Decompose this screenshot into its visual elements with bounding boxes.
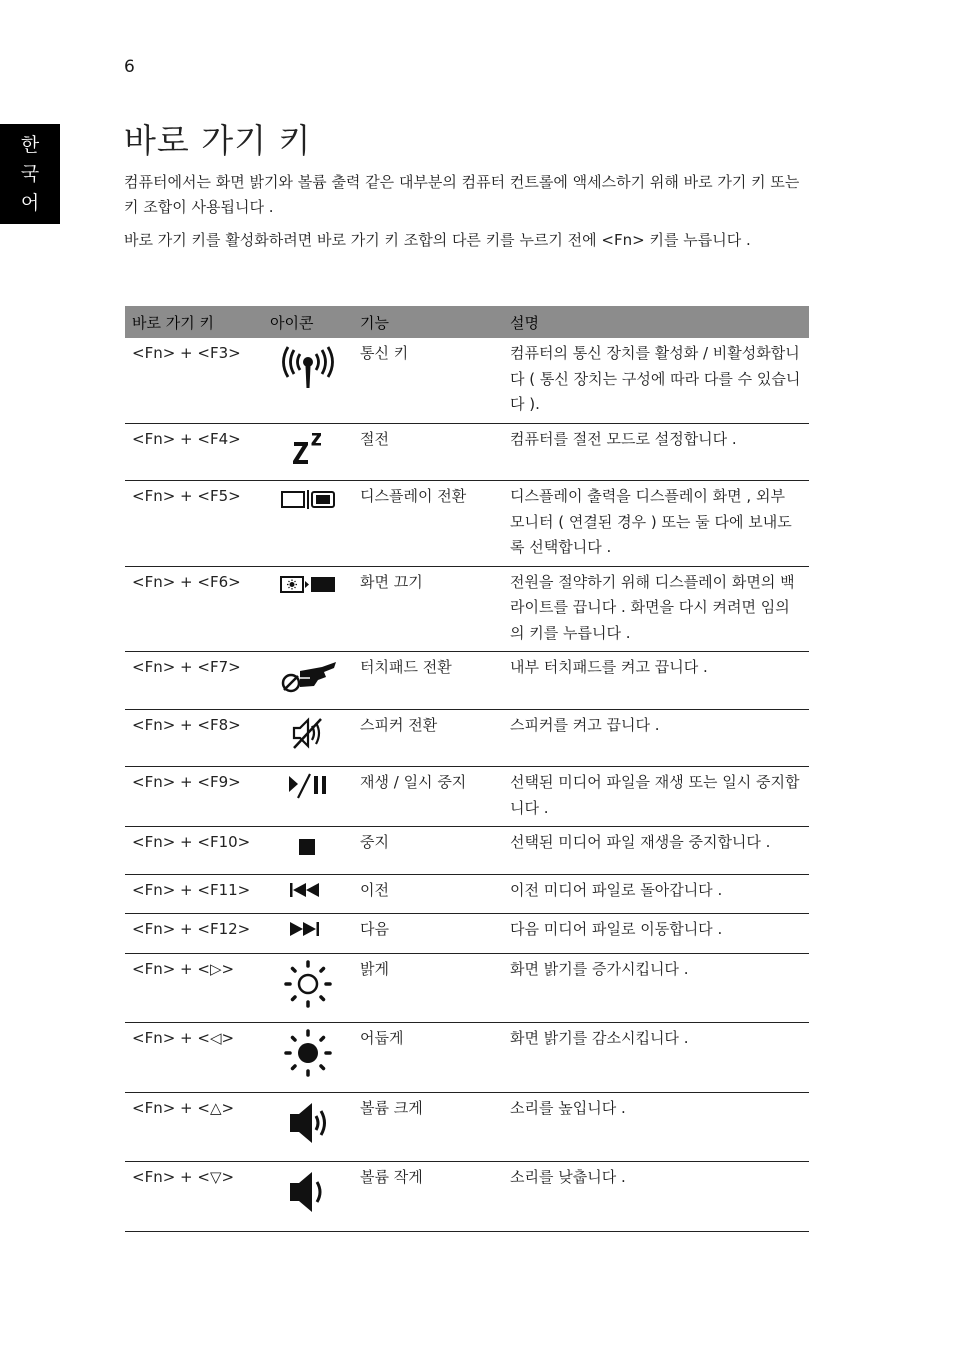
stop-icon (293, 831, 323, 861)
description-cell: 화면 밝기를 감소시킵니다 . (503, 1023, 809, 1093)
sleep-zz-icon (288, 428, 328, 468)
description-cell: 컴퓨터의 통신 장치를 활성화 / 비활성화합니다 ( 통신 장치는 구성에 따라 다를 수 있습니다 ). (503, 338, 809, 423)
description-cell: 컴퓨터를 절전 모드로 설정합니다 . (503, 423, 809, 481)
description-cell: 디스플레이 출력을 디스플레이 화면 , 외부 모니터 ( 연결된 경우 ) 또는 둘 다에 보내도록 선택합니다 . (503, 481, 809, 567)
hotkey-cell: <Fn> + <F3> (125, 338, 263, 423)
description-cell: 이전 미디어 파일로 돌아갑니다 . (503, 874, 809, 914)
hotkey-cell: <Fn> + <F5> (125, 481, 263, 567)
volume-up-icon (282, 1097, 334, 1149)
language-tab-char: 어 (20, 191, 40, 214)
page-title: 바로 가기 키 (124, 121, 312, 160)
header-hotkey: 바로 가기 키 (125, 306, 263, 338)
touchpad-toggle-icon (278, 656, 338, 696)
display-toggle-icon (279, 485, 337, 511)
table-row (125, 566, 809, 652)
table-row (125, 767, 809, 827)
intro-paragraph: 컴퓨터에서는 화면 밝기와 볼륨 출력 같은 대부분의 컴퓨터 컨트롤에 액세스하기 위해 바로 가기 키 또는 키 조합이 사용됩니다 . (124, 173, 800, 216)
hotkey-cell: <Fn> + <F10> (125, 827, 263, 875)
table-row (125, 1023, 809, 1093)
description-cell: 스피커를 켜고 끕니다 . (503, 709, 809, 767)
wireless-antenna-icon (280, 342, 336, 394)
description-cell: 소리를 높입니다 . (503, 1092, 809, 1162)
function-cell: 중지 (353, 827, 503, 875)
description-cell: 소리를 낮춥니다 . (503, 1162, 809, 1232)
brightness-up-icon (282, 958, 334, 1010)
function-cell: 디스플레이 전환 (353, 481, 503, 567)
function-cell: 터치패드 전환 (353, 652, 503, 710)
instruction-paragraph: 바로 가기 키를 활성화하려면 바로 가기 키 조합의 다른 키를 누르기 전에 <Fn> 키를 누릅니다 . (124, 231, 751, 249)
table-row (125, 1162, 809, 1232)
function-cell: 화면 끄기 (353, 566, 503, 652)
function-cell: 다음 (353, 914, 503, 954)
hotkey-table (125, 306, 809, 1232)
table-row (125, 709, 809, 767)
hotkey-cell: <Fn> + <F11> (125, 874, 263, 914)
function-cell: 볼륨 작게 (353, 1162, 503, 1232)
function-cell: 절전 (353, 423, 503, 481)
function-cell: 밝게 (353, 953, 503, 1023)
table-row (125, 423, 809, 481)
function-cell: 스피커 전환 (353, 709, 503, 767)
hotkey-cell: <Fn> + <F7> (125, 652, 263, 710)
function-cell: 재생 / 일시 중지 (353, 767, 503, 827)
table-row (125, 481, 809, 567)
header-function: 기능 (353, 306, 503, 338)
previous-track-icon (286, 879, 330, 901)
language-tab-char: 국 (20, 162, 40, 185)
language-tab-char: 한 (20, 133, 40, 156)
description-cell: 선택된 미디어 파일을 재생 또는 일시 중지합니다 . (503, 767, 809, 827)
screen-off-icon (279, 571, 337, 597)
page-number: 6 (124, 57, 135, 77)
description-cell: 선택된 미디어 파일 재생을 중지합니다 . (503, 827, 809, 875)
function-cell: 볼륨 크게 (353, 1092, 503, 1162)
function-cell: 통신 키 (353, 338, 503, 423)
next-track-icon (286, 918, 330, 940)
function-cell: 어둡게 (353, 1023, 503, 1093)
table-row (125, 338, 809, 423)
hotkey-cell: <Fn> + <F8> (125, 709, 263, 767)
language-tab (0, 124, 60, 224)
volume-down-icon (282, 1166, 334, 1218)
description-cell: 내부 터치패드를 켜고 끕니다 . (503, 652, 809, 710)
hotkey-cell: <Fn> + <▽> (125, 1162, 263, 1232)
speaker-mute-icon (288, 714, 328, 754)
table-row (125, 953, 809, 1023)
description-cell: 전원을 절약하기 위해 디스플레이 화면의 백라이트를 끕니다 . 화면을 다시 켜려면 임의의 키를 누릅니다 . (503, 566, 809, 652)
hotkey-cell: <Fn> + <△> (125, 1092, 263, 1162)
hotkey-cell: <Fn> + <◁> (125, 1023, 263, 1093)
hotkey-cell: <Fn> + <F4> (125, 423, 263, 481)
header-description: 설명 (503, 306, 809, 338)
header-icon: 아이콘 (263, 306, 353, 338)
description-cell: 다음 미디어 파일로 이동합니다 . (503, 914, 809, 954)
hotkey-cell: <Fn> + <F6> (125, 566, 263, 652)
table-row (125, 914, 809, 954)
description-cell: 화면 밝기를 증가시킵니다 . (503, 953, 809, 1023)
table-header-row (125, 306, 809, 338)
hotkey-cell: <Fn> + <F12> (125, 914, 263, 954)
hotkey-cell: <Fn> + <F9> (125, 767, 263, 827)
hotkey-cell: <Fn> + <▷> (125, 953, 263, 1023)
table-row (125, 652, 809, 710)
function-cell: 이전 (353, 874, 503, 914)
table-row (125, 827, 809, 875)
table-row (125, 874, 809, 914)
table-row (125, 1092, 809, 1162)
play-pause-icon (284, 771, 332, 801)
brightness-down-icon (282, 1027, 334, 1079)
